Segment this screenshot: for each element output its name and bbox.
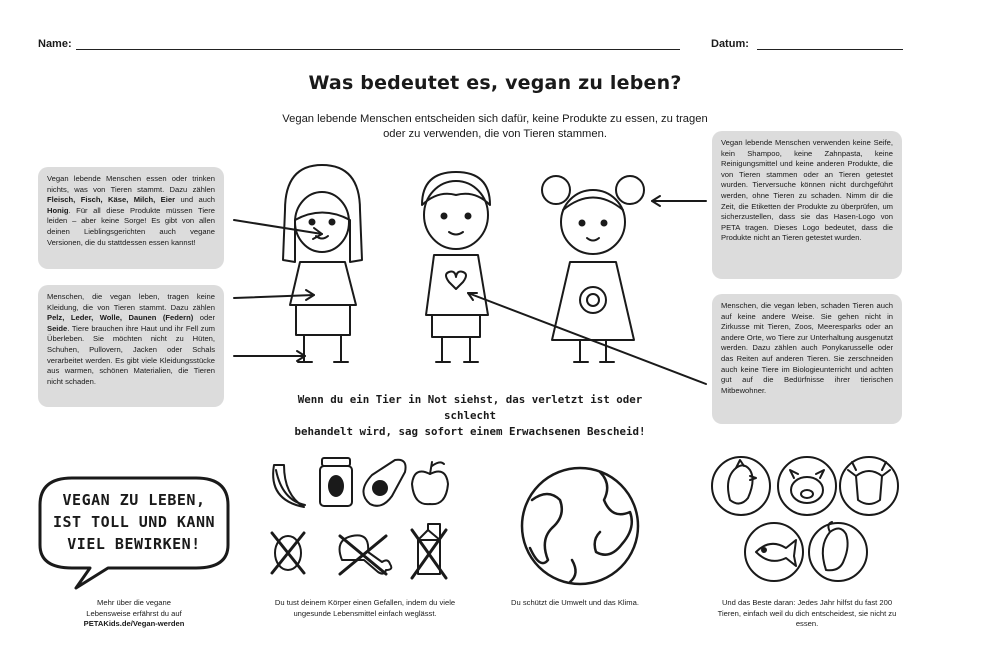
notice-text: Wenn du ein Tier in Not siehst, das verletzt ist oder schlecht behandelt wird, sag sofort einem Erwachsenen Bescheid! — [294, 393, 646, 438]
info-box-food: Vegan lebende Menschen essen oder trinken nichts, was von Tieren stammt. Dazu zählen Fleisch, Fisch, Käse, Milch, Eier und auch Honig. Für all diese Produkte müssen Tiere leiden – aber keine Sorge! Es gibt von allen deinen Lieblingsgerichten auch vegane Versionen, die du stattdessen essen kannst! — [38, 167, 224, 269]
info-box-products: Vegan lebende Menschen verwenden keine Seife, kein Shampoo, keine Zahnpasta, keine Reinigungsmittel und keine anderen Produkte, die von Tieren stammen oder an Tieren getestet wurden. Tierversuche können nicht durchgeführt werden, ohne Tieren zu schaden. Nimm dir die Zeit, die Etiketten der Produkte zu überprüfen, um sicherzustellen, dass sie das Hasen-Logo von PETA tragen. Dieses Logo bedeutet, dass die Produkte nicht an Tieren getestet wurden. — [712, 131, 902, 279]
caption-body: Du tust deinem Körper einen Gefallen, indem du viele ungesunde Lebensmittel einfach weglässt. — [274, 598, 456, 618]
caption-earth: Du schützt die Umwelt und das Klima. — [511, 598, 639, 607]
caption-more-info: Mehr über die vegane Lebensweise erfährst du auf PETAKids.de/Vegan-werden — [50, 598, 218, 630]
fish-icon — [745, 523, 803, 581]
turkey-icon — [809, 522, 867, 581]
name-label: Name: — [38, 38, 72, 50]
caption-animals: Und das Beste daran: Jedes Jahr hilfst du fast 200 Tieren, einfach weil du dich entscheidest, sie nicht zu essen. — [717, 598, 897, 628]
intro-text: Vegan lebende Menschen entscheiden sich dafür, keine Produkte zu essen, zu tragen oder zu verwenden, die von Tieren stammen. — [282, 113, 708, 140]
chicken-icon — [712, 457, 770, 515]
pig-icon — [778, 457, 836, 515]
date-label: Datum: — [711, 38, 749, 50]
info-box-clothes: Menschen, die vegan leben, tragen keine Kleidung, die von Tieren stammt. Dazu zählen Pelz, Leder, Wolle, Daunen (Federn) oder Seide. Tiere brauchen ihre Haut und ihr Fell zum Überleben. Sie möchten nicht zu Hüten, Schuhen, Pullovern, Jacken oder Schals verarbeitet werden. Es gibt viele Kleidungsstücke aus warmen, schönen Materialien, die Tieren nicht schaden. — [38, 285, 224, 407]
page-title: Was bedeutet es, vegan zu leben? — [308, 72, 682, 94]
petakids-link[interactable]: PETAKids.de/Vegan-werden — [83, 619, 185, 628]
bubble-text: VEGAN ZU LEBEN, IST TOLL UND KANN VIEL BEWIRKEN! — [52, 491, 216, 553]
info-box-harm: Menschen, die vegan leben, schaden Tieren auch auf keine andere Weise. Sie gehen nicht in Zirkusse mit Tieren, Zoos, Meeresparks oder an andere Orte, wo Tiere zur Unterhaltung ausgenutzt werden. Dazu zählen auch Ponykarusselle oder das Reiten auf anderen Tieren. Sie zerschneiden auch keine Tiere im Biologieunterricht und achten gut auf die Bedürfnisse ihrer tierischen Mitbewohner. — [712, 294, 902, 424]
cow-icon — [840, 457, 898, 515]
